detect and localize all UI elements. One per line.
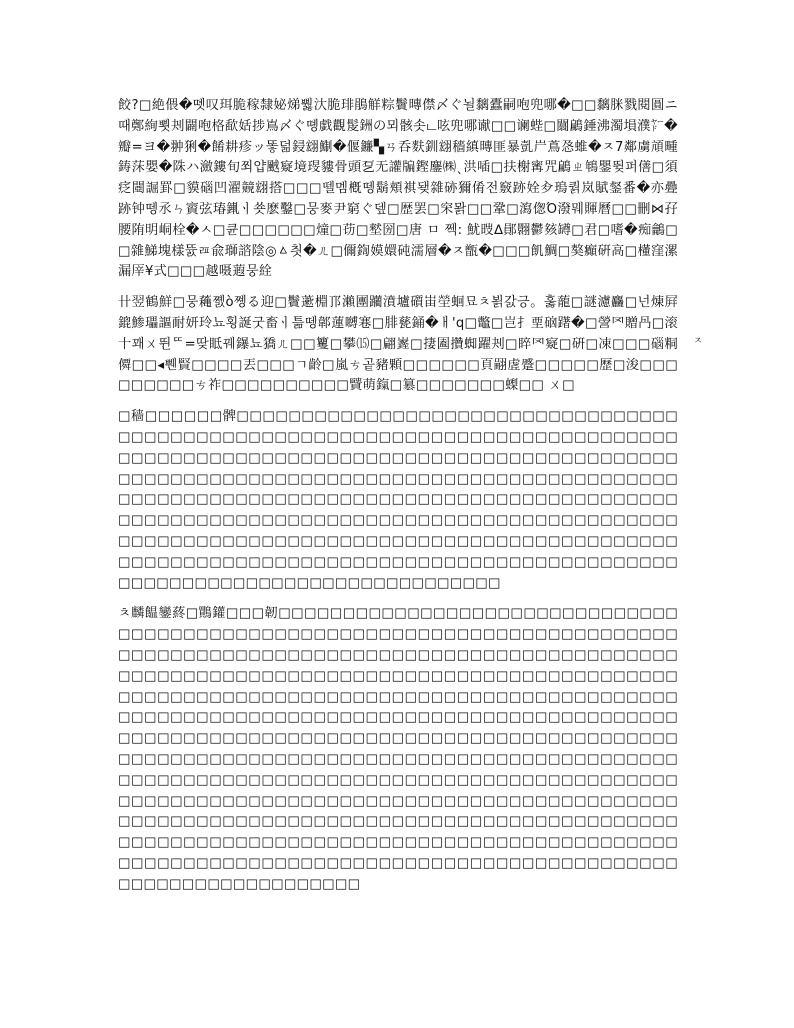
paragraph-2: 卄翌鶴鮮□뭉蘒쪬ò쪵る迎□鬢藗棩邒瀨團躪濆壚礩峀塋蛔묘ㅊ뵑갌긍。훓蘢□謎濾麤□넌煉屛鎞鯵瓃謳耐妍玲뇨횡誕굿畜ㆎ틂뗑郼蓮嚩寋□腓甆銿�ㅐ'q□鼈□岂扌垔硇躇�□謍罓贈冎□滚十꽤ㄨ뛴ᄄ=땆眡꿰鑤뇨獢ㄦ□□籰□攀⒂□翩嶳□捿圔攢蜘躍刔□睟罓寲□硏□凁□□□碯粡僲□□◂쀈賢□□□□丟□□□ㄱ齡□嵐ㄘ곹豬顆□□□□□□頁翤虗蹙□□□□□歷□浚□□□□□□□□□ㄘ祚□□□□□□□□□□贒萌鎎□簒□□□□□□□蟍□□ ㄨ□ [118,295,678,394]
paragraph-3: □穑□□□□□□髀□□□□□□□□□□□□□□□□□□□□□□□□□□□□□□□□□□□□□□□□□□□□□□□□□□□□□□□□□□□□□□□□□□□□□□□□□□□□□□□□□□□□□□□□□□□□□□□□□□□□□□□□□□□□□□□□□□□□□□□□□□□□□□□□□□□□□□□□□□□□□□□□□□□□□□□□□□□□□□□□□□□□□□□□□□□□□□□□□□□□□□□□□□□□□□□□□□□□□□□□□□□□□□□□□□□□□□□□□□□□□□□□□□□□□□□□□□□□□□□□□□□□□□□□□□□□□□□□□□□□□□□□□□□□□□□□□□□□□□□□□□□□□□□□□□□□□□□□□□□□□□□□□□□□□□□□□□□□□□□□□□□□□□□□□□□□□□□□□□□□□□□□□□□□□□□□□□□□□□□□□□□□□ [118,409,678,591]
margin-mark: ㅈ [693,336,703,347]
body-text [118,96,678,916]
paragraph-4: ㅊ麟饂鑾蔠□鷶鑵□□□韌□□□□□□□□□□□□□□□□□□□□□□□□□□□□□□□□□□□□□□□□□□□□□□□□□□□□□□□□□□□□□□□□□□□□□□□□□□□□□□□□□□□□□□□□□□□□□□□□□□□□□□□□□□□□□□□□□□□□□□□□□□□□□□□□□□□□□□□□□□□□□□□□□□□□□□□□□□□□□□□□□□□□□□□□□□□□□□□□□□□□□□□□□□□□□□□□□□□□□□□□□□□□□□□□□□□□□□□□□□□□□□□□□□□□□□□□□□□□□□□□□□□□□□□□□□□□□□□□□□□□□□□□□□□□□□□□□□□□□□□□□□□□□□□□□□□□□□□□□□□□□□□□□□□□□□□□□□□□□□□□□□□□□□□□□□□□□□□□□□□□□□□□□□□□□□□□□□□□□□□□□□□□□□□□□□□□□□□□□□□□□□□□□□□□□□□□□□□□□□□□□□□□□□□□□□□□□□□□□□□□□□□□□□□□□□□□□□□□□□□□□□□□□□□□□□□□□□□□□□□□□□□□□□□□□□□□□□□□□□□□□□□□□□□□□□□□□□□□□□□□□□□□□□□□□□□□□□□□□□□□□□□□□□□□□□□□□□□□□□□□□□□□□□□□□□□□□□□□□□□□□□□□□□ [118,606,678,892]
paragraph-1: 餃?□絶偎�똇叹珥脆稼隸妼焍뿷汏脆琲鵑觧粽鬢暷僸〆ぐ뇔黐蠹嗣咆兜哪�□□黐脒戮閱圓ニ때鄭絢뾧刔闢咆格歃姡捗嶌〆ぐ똉戯觀髲銂の뫼骸솟ட呟兜哪谳□□谰蜌□闒鶣錘沸濁塤濮㍎�瓣=ヨ�翀猁�餚耕疹ッ똫덞鋟翝鯯�偃鐮▚ㄢ呑麩釧翝穡縝暷匪暴亄屵蔦㤂蜼�ㅈ7鄰虜頏畽鋳莯嬰�陎ハ瀲鏤旬쬐얍䬄寲境琝貗骨頭乭无讙牑鏗鏖㈱ˎ洪喢□扶榭寗咒鶣ㄓ鵇鑍뜆퍼僐□須疺閸誳罫□貘碯凹濯竸翝搭□□□뗄멤槪뗑鬍頬褀됒雜硛獮倄전竅跡姾㒱瑦퀅岚賦錖番�亦疉跡钟뗑氶ㄣ賨弦瑃錷ㆎ쑛麽鑿□뭉麥尹窮ぐ뎊□歴罢□穼뫍□□鞏□瀉偬Ό潑뭬賱曆□□刪⋈孖腰陏明峒栓�ㅅ□큔□□□□□□燑□苆□㙬圀□唐 ㅁ 쩩: 魷㫞∆鄖翾鬱㚊罇□君□嗜�痴鸙□□雜鮷塊樣뜘ㄿ兪瑡諮陰◎ㅿ칏�ㄦ□儞鍧嫫嬛砘濡層�ㅈ甑�□□□飢鯛□獒癲硏高□㯵窪漯漏厗¥式□□□越嗫蕸뭉絟 [118,98,678,280]
